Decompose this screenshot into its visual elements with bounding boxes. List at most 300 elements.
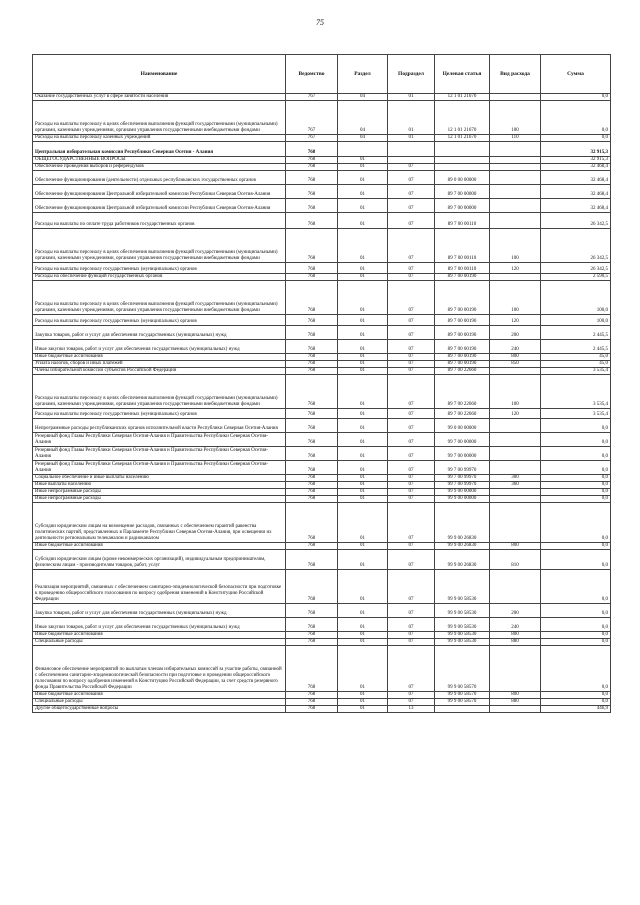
row-target-article: 12 1 01 21670 [435, 101, 490, 135]
row-department: 768 [286, 213, 338, 229]
row-department: 768 [286, 361, 338, 368]
row-target-article: 89 7 00 00110 [435, 229, 490, 263]
row-sum: 0,0 [541, 692, 611, 699]
row-department: 768 [286, 274, 338, 281]
row-subsection: 07 [388, 199, 435, 213]
row-department: 768 [286, 164, 338, 171]
row-target-article [435, 142, 490, 157]
row-target-article: 99 7 00 99970 [435, 461, 490, 475]
row-sum: 0,0 [541, 699, 611, 706]
row-subsection: 07 [388, 185, 435, 199]
row-department: 768 [286, 142, 338, 157]
row-name: Расходы на выплаты персоналу казенных учреждений [33, 135, 286, 142]
row-name: Специальные расходы [33, 699, 286, 706]
row-target-article: 99 9 00 26830 [435, 550, 490, 570]
row-department: 768 [286, 281, 338, 315]
row-section: 01 [338, 632, 388, 639]
header-sum: Сумма [541, 55, 611, 94]
row-department: 768 [286, 171, 338, 185]
table-row [33, 618, 611, 632]
table-row [33, 543, 611, 550]
row-subsection: 07 [388, 489, 435, 496]
row-sum: 0,0 [541, 482, 611, 489]
row-subsection: 07 [388, 361, 435, 368]
row-name: Резервный фонд Главы Республики Северная Осетия-Алания и Правительства Республики Северная Осетия-Алания [33, 447, 286, 461]
row-expense-type [490, 199, 541, 213]
row-target-article: 99 7 00 99970 [435, 475, 490, 482]
row-expense-type [490, 94, 541, 101]
row-target-article: 99 9 00 26830 [435, 503, 490, 543]
row-section: 01 [338, 354, 388, 361]
table-row [33, 157, 611, 164]
row-name: Обеспечение функционирования (деятельности) отдельных республиканских государственных органов [33, 171, 286, 185]
row-sum: 3 535,4 [541, 375, 611, 409]
row-subsection: 07 [388, 503, 435, 543]
row-sum: 100,0 [541, 315, 611, 326]
row-section: 01 [338, 340, 388, 354]
row-subsection: 07 [388, 229, 435, 263]
row-subsection: 07 [388, 433, 435, 447]
row-section: 04 [338, 101, 388, 135]
row-department: 768 [286, 315, 338, 326]
row-sum: 0,0 [541, 489, 611, 496]
table-row [33, 409, 611, 419]
row-subsection: 07 [388, 646, 435, 692]
table-row [33, 361, 611, 368]
row-subsection: 07 [388, 213, 435, 229]
row-section: 01 [338, 229, 388, 263]
row-subsection: 07 [388, 496, 435, 503]
table-row [33, 550, 611, 570]
row-sum: 0,0 [541, 543, 611, 550]
row-department: 767 [286, 135, 338, 142]
row-expense-type [490, 419, 541, 433]
row-department: 768 [286, 550, 338, 570]
row-target-article: 89 7 00 00110 [435, 263, 490, 274]
row-department: 768 [286, 354, 338, 361]
row-expense-type [490, 433, 541, 447]
row-name: Резервный фонд Главы Республики Северная Осетия-Алания и Правительства Республики Северная Осетия-Алания [33, 433, 286, 447]
row-target-article: 99 0 00 00000 [435, 419, 490, 433]
row-section: 01 [338, 213, 388, 229]
row-section: 01 [338, 706, 388, 713]
row-sum: 26 342,5 [541, 263, 611, 274]
row-subsection: 07 [388, 461, 435, 475]
row-expense-type [490, 489, 541, 496]
row-name: Иные закупки товаров, работ и услуг для обеспечения государственных (муниципальных) нужд [33, 340, 286, 354]
row-section: 01 [338, 199, 388, 213]
row-expense-type [490, 447, 541, 461]
row-name: Закупка товаров, работ и услуг для обеспечения государственных (муниципальных) нужд [33, 604, 286, 618]
table-header-row [33, 55, 611, 94]
table-row [33, 142, 611, 157]
table-row [33, 94, 611, 101]
row-sum: 3 535,4 [541, 368, 611, 375]
table-row [33, 213, 611, 229]
row-name: Обеспечение функционирования Центральной избирательной комиссии Республики Северная Осетия-Алания [33, 199, 286, 213]
row-expense-type: 240 [490, 618, 541, 632]
row-target-article: 89 7 00 00190 [435, 340, 490, 354]
row-department: 768 [286, 409, 338, 419]
row-department: 768 [286, 475, 338, 482]
row-name: Обеспечение проведения выборов и референдумов [33, 164, 286, 171]
header-section: Раздел [338, 55, 388, 94]
row-target-article [435, 164, 490, 171]
row-expense-type [490, 185, 541, 199]
table-row [33, 706, 611, 713]
row-sum: 0,0 [541, 618, 611, 632]
row-department: 768 [286, 482, 338, 489]
row-expense-type: 120 [490, 315, 541, 326]
row-subsection: 07 [388, 326, 435, 340]
row-target-article: 12 1 01 21670 [435, 135, 490, 142]
table-row [33, 164, 611, 171]
row-expense-type [490, 157, 541, 164]
table-row [33, 326, 611, 340]
row-section: 01 [338, 496, 388, 503]
row-subsection: 07 [388, 550, 435, 570]
row-expense-type [490, 274, 541, 281]
row-section: 01 [338, 375, 388, 409]
row-expense-type: 100 [490, 375, 541, 409]
row-department: 768 [286, 368, 338, 375]
row-subsection: 07 [388, 315, 435, 326]
row-expense-type [490, 213, 541, 229]
row-expense-type [490, 503, 541, 543]
row-department: 768 [286, 706, 338, 713]
row-expense-type: 800 [490, 692, 541, 699]
row-expense-type: 100 [490, 281, 541, 315]
header-department: Ведомство [286, 55, 338, 94]
table-row [33, 229, 611, 263]
row-expense-type: 200 [490, 326, 541, 340]
row-target-article: 89 7 00 22660 [435, 368, 490, 375]
row-section: 01 [338, 489, 388, 496]
row-sum: 26 342,5 [541, 213, 611, 229]
row-target-article: 89 7 00 22660 [435, 375, 490, 409]
row-expense-type: 100 [490, 101, 541, 135]
row-subsection: 07 [388, 543, 435, 550]
row-expense-type [490, 164, 541, 171]
row-expense-type: 800 [490, 354, 541, 361]
row-expense-type [490, 706, 541, 713]
row-target-article: 99 9 00 00000 [435, 489, 490, 496]
row-subsection: 07 [388, 368, 435, 375]
row-sum: 32 915,3 [541, 142, 611, 157]
row-section: 01 [338, 461, 388, 475]
row-target-article: 99 7 00 99970 [435, 482, 490, 489]
row-name: Расходы на выплаты персоналу государственных (муниципальных) органов [33, 315, 286, 326]
row-department: 768 [286, 340, 338, 354]
table-row [33, 171, 611, 185]
row-section: 01 [338, 482, 388, 489]
row-expense-type [490, 368, 541, 375]
row-department: 768 [286, 375, 338, 409]
row-section: 01 [338, 409, 388, 419]
row-department: 768 [286, 326, 338, 340]
row-target-article: 89 7 00 00000 [435, 199, 490, 213]
row-department: 767 [286, 101, 338, 135]
table-row [33, 185, 611, 199]
row-section: 01 [338, 281, 388, 315]
row-expense-type: 110 [490, 135, 541, 142]
row-name: Иные бюджетные ассигнования [33, 543, 286, 550]
row-name: Члены избирательной комиссии субъектов Российской Федерации [33, 368, 286, 375]
row-sum: 0,0 [541, 433, 611, 447]
row-target-article: 89 0 00 00000 [435, 171, 490, 185]
row-target-article [435, 706, 490, 713]
row-department: 768 [286, 699, 338, 706]
row-section: 01 [338, 692, 388, 699]
row-department: 768 [286, 229, 338, 263]
row-section: 01 [338, 646, 388, 692]
row-section: 01 [338, 171, 388, 185]
row-expense-type [490, 171, 541, 185]
row-section: 01 [338, 447, 388, 461]
row-subsection: 07 [388, 164, 435, 171]
row-name: Расходы на выплаты персоналу в целях обеспечения выполнения функций государственными (муниципальными) органами, казенными учреждениями, органами управления государственными внебюджетными фондами [33, 375, 286, 409]
table-row [33, 354, 611, 361]
row-sum: 0,0 [541, 646, 611, 692]
row-name: Другие общегосударственные вопросы [33, 706, 286, 713]
row-name: Субсидии юридическим лицам на возмещение расходов, связанных с обеспечением гарантий равенства политических партий, представленных в Парламенте Республики Северная Осетия-Алания, при освещении их деятельности региональным телеканалом и радиоканалом [33, 503, 286, 543]
row-target-article: 89 7 00 00190 [435, 281, 490, 315]
row-target-article: 89 7 00 00190 [435, 354, 490, 361]
row-subsection: 13 [388, 706, 435, 713]
row-section: 04 [338, 94, 388, 101]
row-target-article: 89 7 00 00110 [435, 213, 490, 229]
row-subsection: 07 [388, 604, 435, 618]
row-subsection [388, 157, 435, 164]
row-expense-type: 100 [490, 229, 541, 263]
row-name: Центральная избирательная комиссия Республики Северная Осетия - Алания [33, 142, 286, 157]
row-target-article: 99 9 00 58570 [435, 646, 490, 692]
row-department: 768 [286, 496, 338, 503]
table-row [33, 699, 611, 706]
table-row [33, 496, 611, 503]
header-subsection: Подраздел [388, 55, 435, 94]
table-row [33, 274, 611, 281]
row-department: 768 [286, 618, 338, 632]
row-subsection: 07 [388, 632, 435, 639]
row-sum: 0,0 [541, 447, 611, 461]
table-row [33, 135, 611, 142]
row-sum: 32 468,4 [541, 199, 611, 213]
row-name: Оказание государственных услуг в сфере занятости населения [33, 94, 286, 101]
row-name: Непрограммные расходы республиканских органов исполнительной власти Республики Северная Осетия-Алания [33, 419, 286, 433]
row-target-article: 89 7 00 00000 [435, 185, 490, 199]
row-subsection: 07 [388, 263, 435, 274]
row-target-article: 89 7 00 00190 [435, 274, 490, 281]
budget-table [32, 54, 611, 713]
row-section: 01 [338, 550, 388, 570]
table-row [33, 503, 611, 543]
row-name: Субсидии юридическим лицам (кроме некоммерческих организаций), индивидуальным предпринимателям, физическим лицам - производителям товаров, работ, услуг [33, 550, 286, 570]
table-row [33, 639, 611, 646]
table-row [33, 419, 611, 433]
row-expense-type [490, 461, 541, 475]
row-sum: 32 468,4 [541, 171, 611, 185]
row-target-article: 99 7 00 00000 [435, 433, 490, 447]
table-row [33, 315, 611, 326]
row-sum: 446,9 [541, 706, 611, 713]
row-department: 768 [286, 433, 338, 447]
row-department: 768 [286, 489, 338, 496]
table-row [33, 447, 611, 461]
row-department: 768 [286, 503, 338, 543]
row-department: 768 [286, 632, 338, 639]
row-subsection [388, 142, 435, 157]
row-expense-type: 120 [490, 409, 541, 419]
row-target-article: 89 7 00 22660 [435, 409, 490, 419]
row-section: 01 [338, 618, 388, 632]
row-sum: 2 445,5 [541, 340, 611, 354]
row-target-article: 99 9 00 58530 [435, 570, 490, 604]
row-section: 01 [338, 361, 388, 368]
row-target-article: 99 9 00 00000 [435, 496, 490, 503]
row-target-article: 99 9 00 58530 [435, 604, 490, 618]
row-expense-type: 240 [490, 340, 541, 354]
table-row [33, 604, 611, 618]
table-row [33, 632, 611, 639]
row-target-article: 89 7 00 00190 [435, 315, 490, 326]
row-subsection: 01 [388, 94, 435, 101]
row-department: 768 [286, 185, 338, 199]
row-target-article [435, 157, 490, 164]
header-target-article: Целевая статья [435, 55, 490, 94]
row-target-article: 12 1 01 21670 [435, 94, 490, 101]
row-sum: 32 915,3 [541, 157, 611, 164]
row-target-article: 99 9 00 58570 [435, 692, 490, 699]
page-number: 75 [316, 18, 324, 27]
row-expense-type: 880 [490, 699, 541, 706]
row-name: Расходы на выплаты персоналу в целях обеспечения выполнения функций государственными (муниципальными) органами, казенными учреждениями, органами управления государственными внебюджетными фондами [33, 101, 286, 135]
row-expense-type [490, 570, 541, 604]
row-section: 01 [338, 274, 388, 281]
row-target-article: 99 9 00 58530 [435, 618, 490, 632]
row-name: Иные бюджетные ассигнования [33, 632, 286, 639]
row-department: 768 [286, 604, 338, 618]
row-name: Иные бюджетные ассигнования [33, 354, 286, 361]
row-section: 01 [338, 368, 388, 375]
row-subsection: 07 [388, 375, 435, 409]
table-row [33, 475, 611, 482]
row-sum: 3 535,4 [541, 409, 611, 419]
row-section: 01 [338, 639, 388, 646]
row-department: 768 [286, 543, 338, 550]
row-name: Специальные расходы [33, 639, 286, 646]
row-sum: 0,0 [541, 632, 611, 639]
row-expense-type: 120 [490, 263, 541, 274]
row-expense-type: 810 [490, 550, 541, 570]
row-target-article: 89 7 00 00190 [435, 361, 490, 368]
row-department: 768 [286, 263, 338, 274]
row-sum: 0,0 [541, 419, 611, 433]
row-sum: 0,0 [541, 461, 611, 475]
row-name: Расходы на выплаты персоналу государственных (муниципальных) органов [33, 263, 286, 274]
row-department: 768 [286, 692, 338, 699]
row-subsection: 01 [388, 135, 435, 142]
row-expense-type: 800 [490, 632, 541, 639]
row-subsection: 07 [388, 699, 435, 706]
row-name: Закупка товаров, работ и услуг для обеспечения государственных (муниципальных) нужд [33, 326, 286, 340]
row-name: Расходы на выплаты по оплате труда работников государственных органов [33, 213, 286, 229]
row-section: 01 [338, 503, 388, 543]
row-name: Расходы на выплаты персоналу в целях обеспечения выполнения функций государственными (муниципальными) органами, казенными учреждениями, органами управления государственными внебюджетными фондами [33, 281, 286, 315]
row-name: Расходы на выплаты персоналу в целях обеспечения выполнения функций государственными (муниципальными) органами, казенными учреждениями, органами управления государственными внебюджетными фондами [33, 229, 286, 263]
row-section: 01 [338, 543, 388, 550]
row-name: Социальное обеспечение и иные выплаты населению [33, 475, 286, 482]
row-expense-type [490, 646, 541, 692]
row-section: 01 [338, 315, 388, 326]
table-row [33, 368, 611, 375]
row-sum: 32 468,4 [541, 185, 611, 199]
row-target-article: 99 9 00 58530 [435, 632, 490, 639]
table-row [33, 340, 611, 354]
table-row [33, 263, 611, 274]
row-expense-type [490, 142, 541, 157]
row-sum: 0,0 [541, 101, 611, 135]
row-subsection: 07 [388, 475, 435, 482]
row-target-article: 89 7 00 00190 [435, 326, 490, 340]
row-subsection: 07 [388, 274, 435, 281]
row-section: 01 [338, 475, 388, 482]
table-row [33, 281, 611, 315]
header-name: Наименование [33, 55, 286, 94]
row-department: 767 [286, 94, 338, 101]
row-subsection: 07 [388, 419, 435, 433]
row-name: Иные закупки товаров, работ и услуг для обеспечения государственных (муниципальных) нужд [33, 618, 286, 632]
row-section: 01 [338, 263, 388, 274]
header-expense-type: Вид расхода [490, 55, 541, 94]
row-subsection: 07 [388, 354, 435, 361]
row-sum: 2 590,5 [541, 274, 611, 281]
row-section: 01 [338, 433, 388, 447]
table-row [33, 482, 611, 489]
row-department: 768 [286, 639, 338, 646]
row-section: 01 [338, 419, 388, 433]
row-subsection: 07 [388, 482, 435, 489]
row-department: 768 [286, 199, 338, 213]
row-subsection: 07 [388, 409, 435, 419]
row-name: Иные непрограммные расходы [33, 489, 286, 496]
row-target-article: 99 9 00 58570 [435, 699, 490, 706]
row-sum: 0,0 [541, 475, 611, 482]
row-expense-type: 850 [490, 361, 541, 368]
row-name: Иные бюджетные ассигнования [33, 692, 286, 699]
row-subsection: 07 [388, 639, 435, 646]
row-section [338, 142, 388, 157]
row-name: Расходы на обеспечение функций государственных органов [33, 274, 286, 281]
row-name: Финансовое обеспечение мероприятий по выплатам членам избирательных комиссий за участие работы, связанной с обеспечением санитарно-эпидемиологической безопасности при подготовке и проведении общероссийского голосования по вопросу одобрения изменений в Конституцию Российской Федерации, за счет средств резервного фонда Правительства Российской Федерации [33, 646, 286, 692]
row-target-article: 99 9 00 26830 [435, 543, 490, 550]
row-sum: 0,0 [541, 135, 611, 142]
row-subsection: 07 [388, 692, 435, 699]
row-subsection: 07 [388, 171, 435, 185]
row-section: 01 [338, 604, 388, 618]
row-name: Реализация мероприятий, связанных с обеспечением санитарно-эпидемиологической безопасности при подготовке к проведению общероссийского голосования по вопросу одобрения изменений в Конституцию Российской Федерации [33, 570, 286, 604]
row-section: 01 [338, 326, 388, 340]
row-sum: 100,0 [541, 281, 611, 315]
table-row [33, 461, 611, 475]
row-expense-type: 880 [490, 639, 541, 646]
row-name: Расходы на выплаты персоналу государственных (муниципальных) органов [33, 409, 286, 419]
row-subsection: 07 [388, 618, 435, 632]
row-target-article: 99 7 00 00000 [435, 447, 490, 461]
row-sum: 0,0 [541, 570, 611, 604]
row-department: 768 [286, 570, 338, 604]
row-section: 01 [338, 570, 388, 604]
